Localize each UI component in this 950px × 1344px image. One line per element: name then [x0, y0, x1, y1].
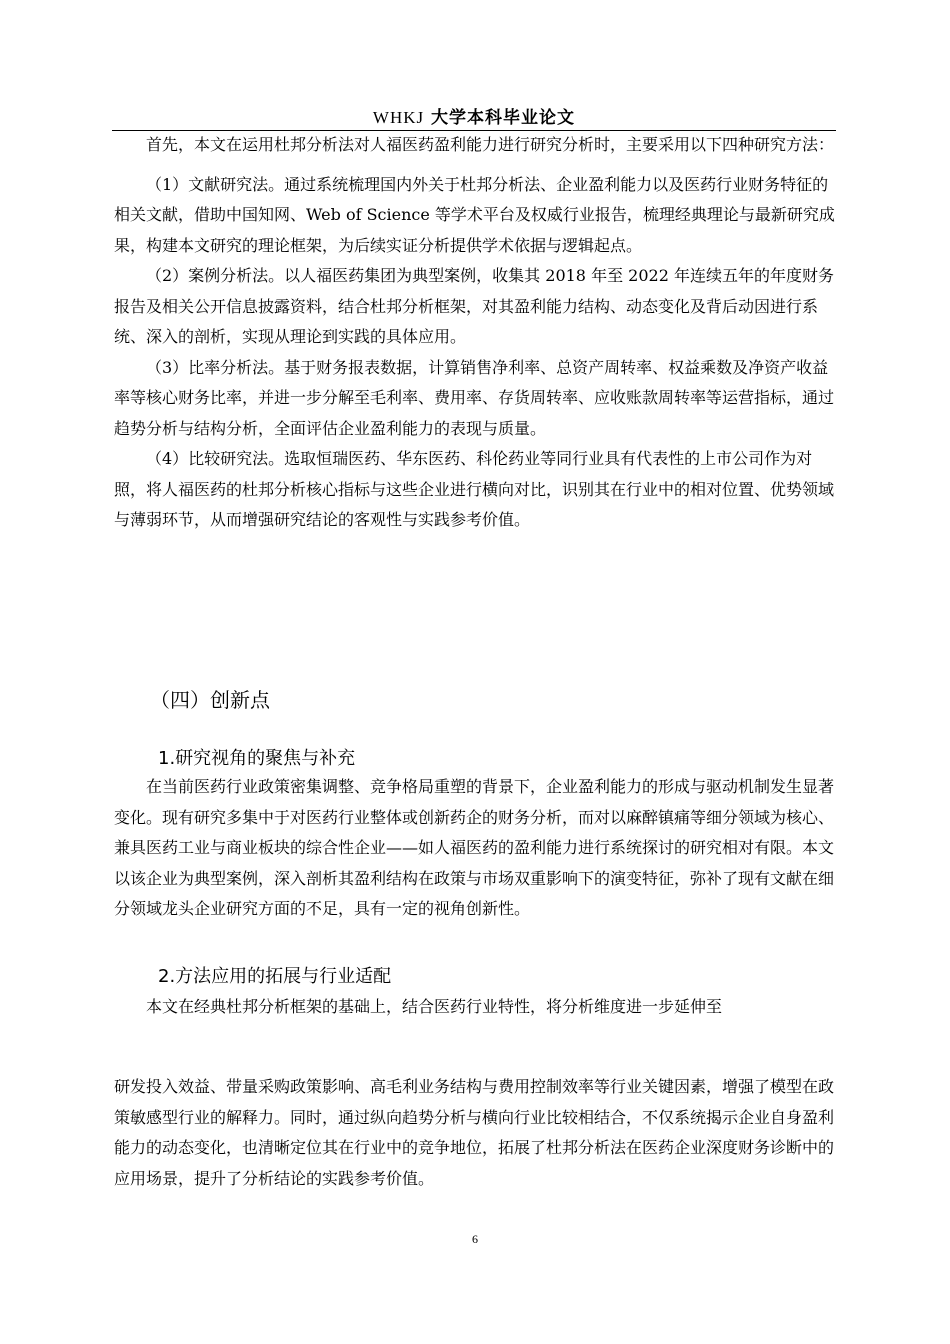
paragraph-method-3: （3）比率分析法。基于财务报表数据，计算销售净利率、总资产周转率、权益乘数及净资产收益率等核心财务比率，并进一步分解至毛利率、费用率、存货周转率、应收账款周转率等运营指标，通过趋势分析与结构分析，全面评估企业盈利能力的表现与质量。 — [114, 357, 835, 438]
paragraph-intro: 首先，本文在运用杜邦分析法对人福医药盈利能力进行研究分析时，主要采用以下四种研究方法： — [146, 135, 835, 154]
page-number: 6 — [472, 1232, 478, 1246]
subsection-2-text-part2: 研发投入效益、带量采购政策影响、高毛利业务结构与费用控制效率等行业关键因素，增强了模型在政策敏感型行业的解释力。同时，通过纵向趋势分析与横向行业比较相结合，不仅系统揭示企业自身盈利能力的动态变化，也清晰定位其在行业中的竞争地位，拓展了杜邦分析法在医药企业深度财务诊断中的应用场景，提升了分析结论的实践参考价值。 — [114, 1077, 835, 1188]
paragraph-method-4: （4）比较研究法。选取恒瑞医药、华东医药、科伦药业等同行业具有代表性的上市公司作为对照，将人福医药的杜邦分析核心指标与这些企业进行横向对比，识别其在行业中的相对位置、优势领域与薄弱环节，从而增强研究结论的客观性与实践参考价值。 — [114, 449, 835, 529]
paragraph-method-2: （2）案例分析法。以人福医药集团为典型案例，收集其 2018 年至 2022 年连续五年的年度财务报告及相关公开信息披露资料，结合杜邦分析框架，对其盈利能力结构、动态变化及背后动因进行系统、深入的剖析，实现从理论到实践的具体应用。 — [114, 266, 834, 346]
methods-block — [114, 130, 836, 536]
subsection-2-continuation — [114, 1072, 836, 1194]
subsection-2-block — [114, 992, 836, 1023]
subsection-1-text: 在当前医药行业政策密集调整、竞争格局重塑的背景下，企业盈利能力的形成与驱动机制发生显著变化。现有研究多集中于对医药行业整体或创新药企的财务分析，而对以麻醉镇痛等细分领域为核心、兼具医药工业与商业板块的综合性企业——如人福医药的盈利能力进行系统探讨的研究相对有限。本文以该企业为典型案例，深入剖析其盈利结构在政策与市场双重影响下的演变特征，弥补了现有文献在细分领域龙头企业研究方面的不足，具有一定的视角创新性。 — [114, 777, 835, 918]
header-title: 大学本科毕业论文 — [424, 108, 576, 128]
subsection-2-text-part1: 本文在经典杜邦分析框架的基础上，结合医药行业特性，将分析维度进一步延伸至 — [146, 997, 723, 1016]
subsection-heading-1: 1.研究视角的聚焦与补充 — [158, 748, 356, 769]
section-heading: （四）创新点 — [150, 688, 270, 712]
paragraph-method-1: （1）文献研究法。通过系统梳理国内外关于杜邦分析法、企业盈利能力以及医药行业财务特征的相关文献，借助中国知网、Web of Science 等学术平台及权威行业报告，梳理经典理论与最新研究成果，构建本文研究的理论框架，为后续实证分析提供学术依据与逻辑起点。 — [114, 174, 835, 255]
header-latin: WHKJ — [372, 108, 425, 127]
subsection-heading-2: 2.方法应用的拓展与行业适配 — [158, 966, 392, 987]
subsection-1-block — [114, 772, 836, 925]
page-header — [112, 103, 836, 128]
